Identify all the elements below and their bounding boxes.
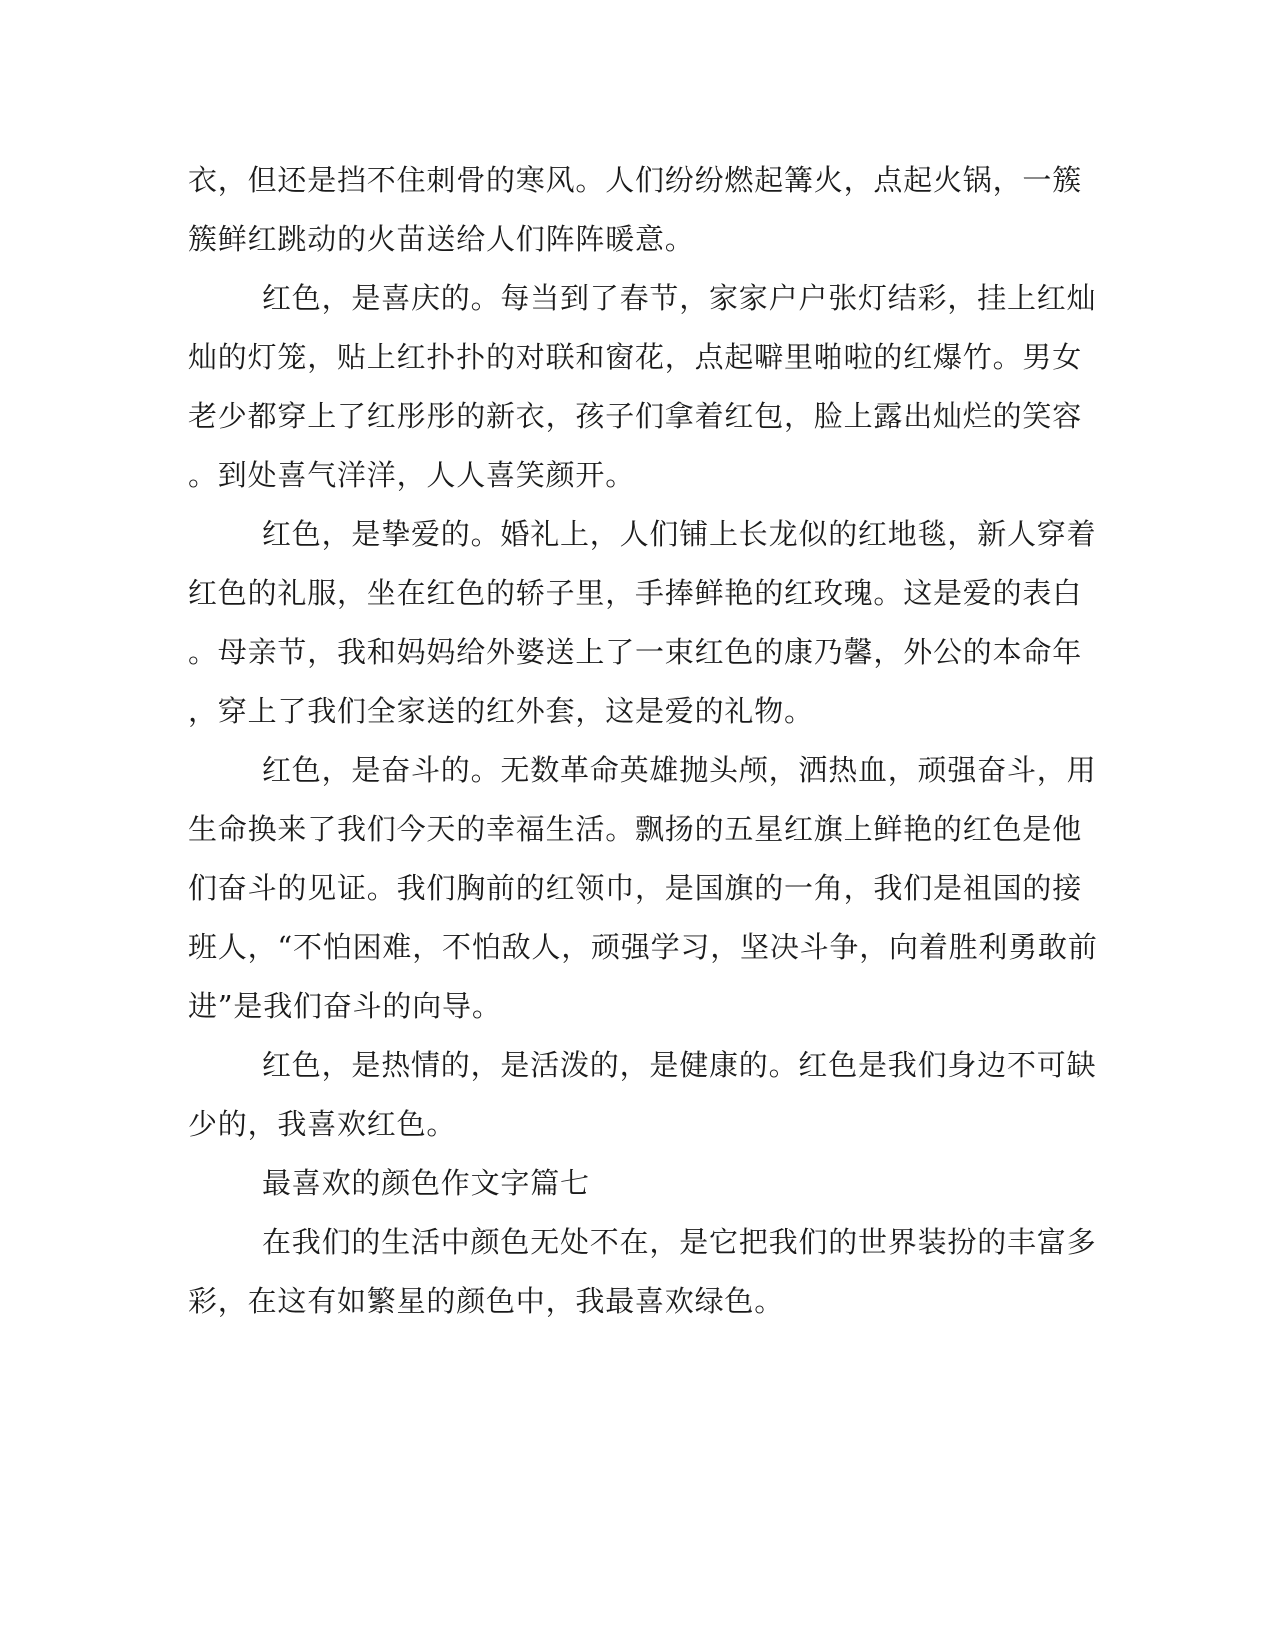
text-line: 们奋斗的见证。我们胸前的红领巾，是国旗的一角，我们是祖国的接 (188, 871, 1083, 905)
text-line: 衣，但还是挡不住刺骨的寒风。人们纷纷燃起篝火，点起火锅，一簇 (188, 163, 1083, 197)
text-line: 灿的灯笼，贴上红扑扑的对联和窗花，点起噼里啪啦的红爆竹。男女 (188, 340, 1083, 374)
text-line: 。到处喜气洋洋，人人喜笑颜开。 (188, 458, 636, 492)
paragraph-start-line: 红色，是奋斗的。无数革命英雄抛头颅，洒热血，顽强奋斗，用 (262, 753, 1097, 787)
paragraph-start-line: 红色，是挚爱的。婚礼上，人们铺上长龙似的红地毯，新人穿着 (262, 517, 1097, 551)
section-heading: 最喜欢的颜色作文字篇七 (262, 1166, 590, 1200)
text-line: 簇鲜红跳动的火苗送给人们阵阵暖意。 (188, 222, 695, 256)
text-line: 老少都穿上了红彤彤的新衣，孩子们拿着红包，脸上露出灿烂的笑容 (188, 399, 1083, 433)
paragraph-start-line: 红色，是喜庆的。每当到了春节，家家户户张灯结彩，挂上红灿 (262, 281, 1097, 315)
paragraph-start-line: 红色，是热情的，是活泼的，是健康的。红色是我们身边不可缺 (262, 1048, 1097, 1082)
text-line: 彩，在这有如繁星的颜色中，我最喜欢绿色。 (188, 1284, 785, 1318)
text-line: 。母亲节，我和妈妈给外婆送上了一束红色的康乃馨，外公的本命年 (188, 635, 1083, 669)
paragraph-start-line: 在我们的生活中颜色无处不在，是它把我们的世界装扮的丰富多 (262, 1225, 1097, 1259)
text-line: 进”是我们奋斗的向导。 (188, 989, 502, 1023)
text-line: 红色的礼服，坐在红色的轿子里，手捧鲜艳的红玫瑰。这是爱的表白 (188, 576, 1083, 610)
text-line: ，穿上了我们全家送的红外套，这是爱的礼物。 (188, 694, 814, 728)
text-line: 生命换来了我们今天的幸福生活。飘扬的五星红旗上鲜艳的红色是他 (188, 812, 1083, 846)
text-line: 少的，我喜欢红色。 (188, 1107, 457, 1141)
text-line: 班人，“不怕困难，不怕敌人，顽强学习，坚决斗争，向着胜利勇敢前 (188, 930, 1098, 964)
